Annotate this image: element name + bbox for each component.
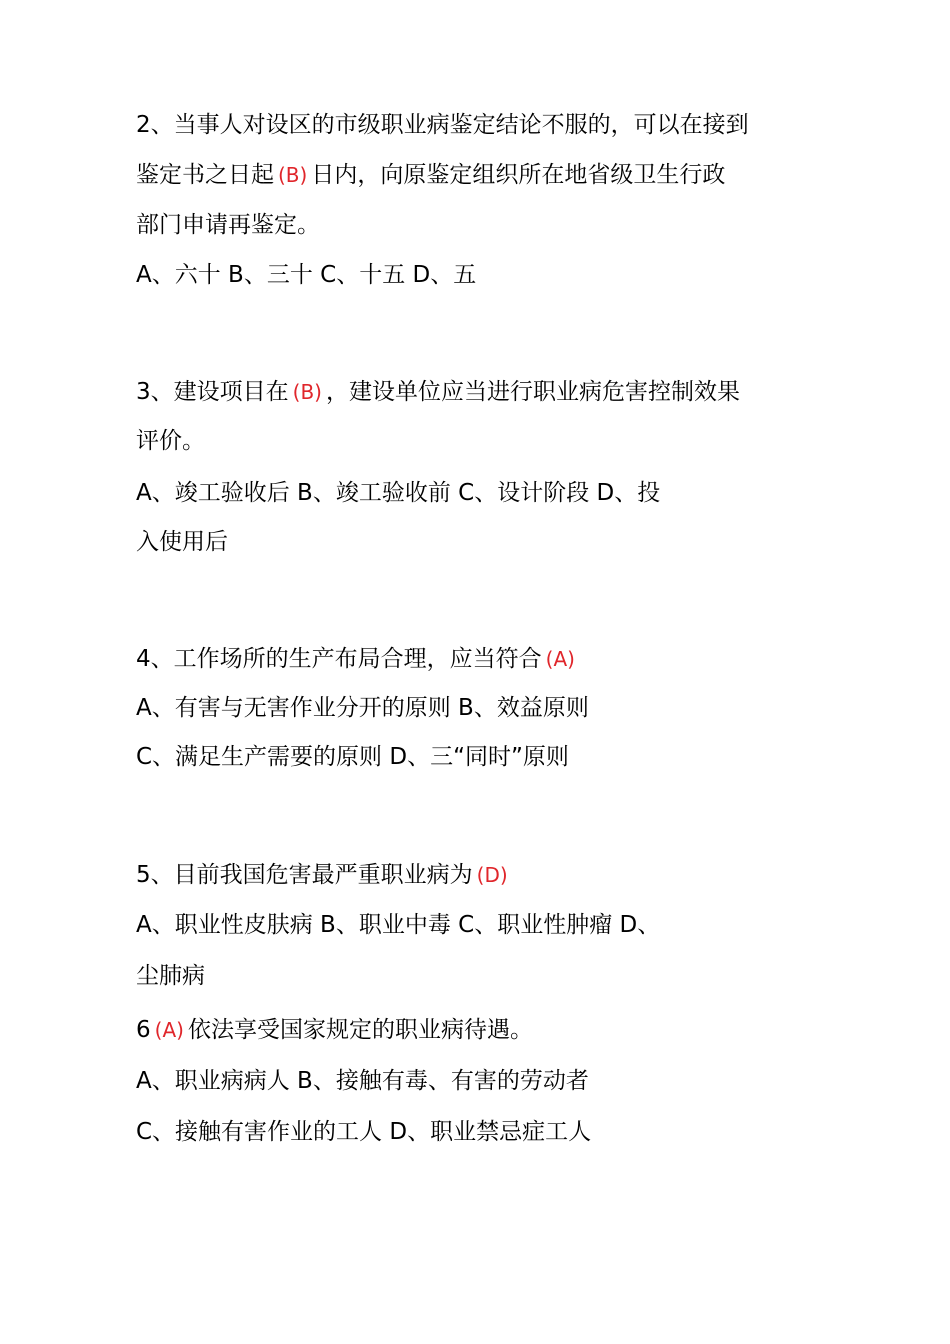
- options-text: A、职业病病人 B、接触有毒、有害的劳动者: [136, 1068, 589, 1094]
- stem-text: 鉴定书之日起: [136, 162, 274, 188]
- stem-text: 2、当事人对设区的市级职业病鉴定结论不服的，可以在接到: [136, 112, 749, 138]
- question-3-options-line-1: [136, 478, 660, 508]
- question-3-stem-line-1: [136, 377, 740, 407]
- question-2-stem-line-1: [136, 110, 749, 140]
- options-text: C、满足生产需要的原则 D、三“同时”原则: [136, 744, 569, 770]
- answer-marker: (A): [154, 1018, 184, 1042]
- options-text: A、竣工验收后 B、竣工验收前 C、设计阶段 D、投: [136, 480, 661, 506]
- options-text: C、接触有害作业的工人 D、职业禁忌症工人: [136, 1119, 592, 1145]
- question-3-stem-line-2: [136, 426, 205, 456]
- stem-text: 5、目前我国危害最严重职业病为: [136, 862, 473, 888]
- stem-text: 4、工作场所的生产布局合理，应当符合: [136, 646, 542, 672]
- question-4-stem: [136, 644, 579, 674]
- question-6-options-line-2: [136, 1117, 591, 1147]
- options-text: A、六十 B、三十 C、十五 D、五: [136, 262, 477, 288]
- stem-text: 部门申请再鉴定。: [136, 212, 320, 238]
- question-2-stem-line-2: [136, 160, 725, 190]
- answer-marker: (A): [545, 647, 575, 671]
- question-3-options-line-2: [136, 527, 228, 557]
- options-text: 入使用后: [136, 529, 228, 555]
- question-4-options-line-1: [136, 693, 589, 723]
- question-2-options: [136, 260, 476, 290]
- options-text: A、职业性皮肤病 B、职业中毒 C、职业性肿瘤 D、: [136, 912, 661, 938]
- options-text: A、有害与无害作业分开的原则 B、效益原则: [136, 695, 589, 721]
- stem-text: 日内，向原鉴定组织所在地省级卫生行政: [311, 162, 726, 188]
- options-text: 尘肺病: [136, 963, 205, 989]
- stem-text: 6: [136, 1017, 151, 1043]
- answer-marker: (B): [278, 163, 308, 187]
- question-5-options-line-2: [136, 961, 205, 991]
- stem-text: ，建设单位应当进行职业病危害控制效果: [325, 379, 740, 405]
- question-4-options-line-2: [136, 742, 569, 772]
- answer-marker: (B): [292, 380, 322, 404]
- stem-text: 评价。: [136, 428, 205, 454]
- question-2-stem-line-3: [136, 210, 320, 240]
- answer-marker: (D): [476, 863, 508, 887]
- question-5-options-line-1: [136, 910, 660, 940]
- question-6-stem: [136, 1015, 533, 1045]
- stem-text: 依法享受国家规定的职业病待遇。: [187, 1017, 533, 1043]
- question-6-options-line-1: [136, 1066, 589, 1096]
- stem-text: 3、建设项目在: [136, 379, 289, 405]
- question-5-stem: [136, 860, 512, 890]
